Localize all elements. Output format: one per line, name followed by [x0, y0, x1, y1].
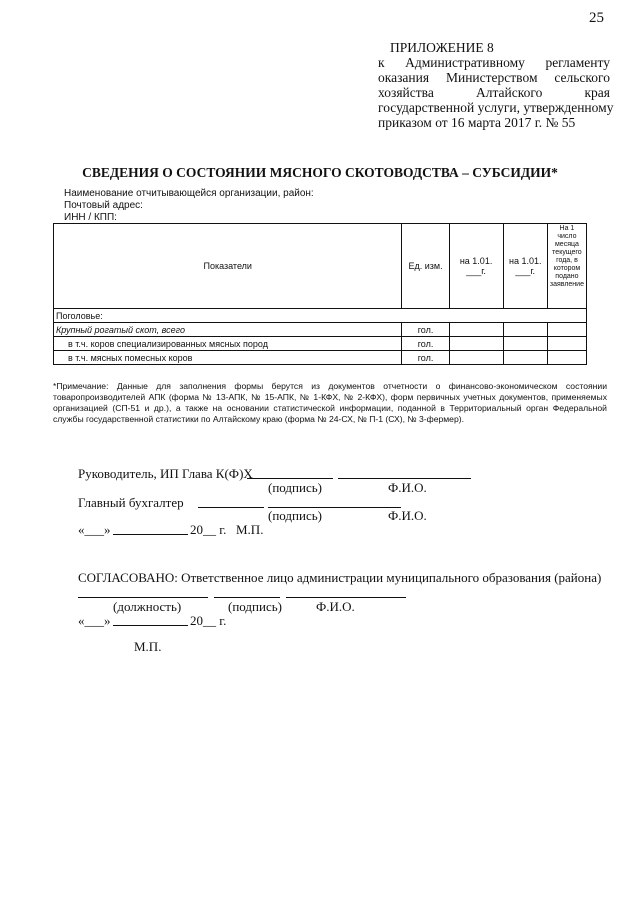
header-date3: На 1 число месяца текущего года, в котором подано заявление — [547, 224, 586, 309]
signature-caption: (подпись) — [268, 480, 322, 495]
table-section-row — [54, 309, 587, 323]
table-row — [54, 351, 587, 365]
annex-line: государственной услуги, утвержденному — [378, 100, 614, 115]
date-prefix: «___» — [78, 613, 111, 628]
head-signature-line[interactable] — [247, 478, 333, 479]
annex-line: приказом от 16 марта 2017 г. № 55 — [378, 115, 576, 130]
livestock-table — [53, 223, 587, 365]
accountant-signature-line[interactable] — [198, 507, 264, 508]
value-cell[interactable] — [547, 337, 586, 351]
annex-line: к Административному регламенту — [378, 55, 610, 70]
date-year: 20__ г. — [190, 613, 227, 628]
head-fio-line[interactable] — [338, 478, 471, 479]
accountant-label: Главный бухгалтер — [78, 495, 184, 510]
table-row — [54, 323, 587, 337]
footnote: *Примечание: Данные для заполнения формы берутся из документов отчетности о финансово-экономическом состоянии товаропроизводителей АПК (форма № 13-АПК, № 15-АПК, № 1-КФХ, № 2-КФХ), форм первичных учетных документов, применяемых организацией (СП-51 и др.), а также на основании статистической информации, поданной в Территориальный орган Федеральной службы государственной статистики по Алтайскому краю (форма № 24-СХ, № П-1 (СХ), № 3-фермер). — [53, 381, 607, 424]
date-prefix: «___» — [78, 522, 111, 537]
fio-caption: Ф.И.О. — [316, 599, 355, 614]
org-fields — [64, 188, 314, 224]
signature-caption: (подпись) — [268, 508, 322, 523]
head-label: Руководитель, ИП Глава К(Ф)Х — [78, 466, 253, 481]
table-header-row — [54, 224, 587, 309]
fio-caption: Ф.И.О. — [388, 480, 427, 495]
document-title: СВЕДЕНИЯ О СОСТОЯНИИ МЯСНОГО СКОТОВОДСТВА – СУБСИДИИ* — [82, 165, 558, 180]
annex-line: хозяйства Алтайского края — [378, 85, 610, 100]
value-cell[interactable] — [449, 337, 503, 351]
annex-title: ПРИЛОЖЕНИЕ 8 — [390, 40, 494, 55]
table-row — [54, 337, 587, 351]
header-date2: на 1.01. ___г. — [503, 224, 547, 309]
date-line[interactable] — [113, 534, 188, 535]
agreed-signature-line[interactable] — [214, 597, 280, 598]
value-cell[interactable] — [503, 337, 547, 351]
inn-kpp-label: ИНН / КПП: — [64, 212, 117, 223]
row-label: в т.ч. мясных помесных коров — [54, 351, 402, 365]
row-unit: гол. — [402, 337, 449, 351]
header-indicators: Показатели — [54, 224, 402, 309]
postal-address-label: Почтовый адрес: — [64, 200, 143, 211]
position-line[interactable] — [78, 597, 208, 598]
date-year: 20__ г. — [190, 522, 227, 537]
fio-caption: Ф.И.О. — [388, 508, 427, 523]
stamp-place: М.П. — [134, 639, 162, 654]
signature-caption: (подпись) — [228, 599, 282, 614]
value-cell[interactable] — [449, 351, 503, 365]
agreed-fio-line[interactable] — [286, 597, 406, 598]
page-number: 25 — [589, 10, 604, 26]
row-unit: гол. — [402, 323, 449, 337]
org-name-label: Наименование отчитывающейся организации, район: — [64, 188, 314, 199]
row-label: в т.ч. коров специализированных мясных пород — [54, 337, 402, 351]
annex-line: оказания Министерством сельского — [378, 70, 610, 85]
header-date1: на 1.01. ___г. — [449, 224, 503, 309]
annex-block — [378, 40, 614, 130]
value-cell[interactable] — [503, 351, 547, 365]
date-line[interactable] — [113, 625, 188, 626]
value-cell[interactable] — [503, 323, 547, 337]
row-unit: гол. — [402, 351, 449, 365]
position-caption: (должность) — [113, 599, 182, 614]
row-label: Крупный рогатый скот, всего — [54, 323, 402, 337]
value-cell[interactable] — [547, 351, 586, 365]
section-label: Поголовье: — [54, 309, 587, 323]
agreed-label: СОГЛАСОВАНО: Ответственное лицо администрации муниципального образования (района) — [78, 570, 602, 585]
header-unit: Ед. изм. — [402, 224, 449, 309]
stamp-place: М.П. — [236, 522, 264, 537]
value-cell[interactable] — [547, 323, 586, 337]
value-cell[interactable] — [449, 323, 503, 337]
